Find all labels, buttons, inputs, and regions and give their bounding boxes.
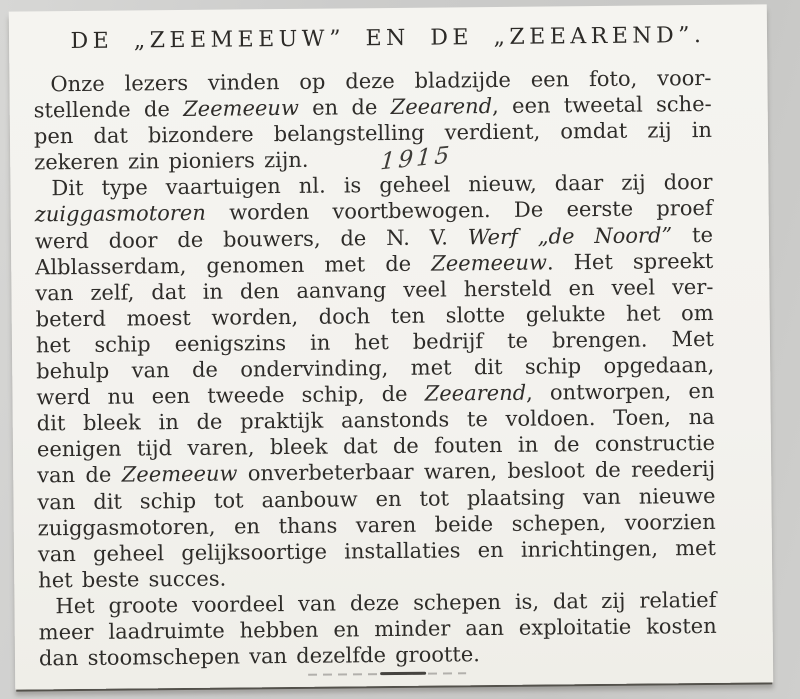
text-run-italic: zuiggasmotoren xyxy=(34,201,206,227)
text-run-italic: Zeearend xyxy=(390,94,493,120)
newspaper-clipping xyxy=(9,4,773,689)
text-run-italic: Zeemeeuw xyxy=(121,461,238,487)
end-of-article-divider xyxy=(308,671,466,677)
text-run: Het groote voordeel van deze schepen is, dat zij relatief xyxy=(55,587,717,619)
text-run: van de xyxy=(37,462,122,488)
text-run-italic: Zeearend xyxy=(424,380,527,406)
text-run: , een tweetal sche- xyxy=(491,92,712,119)
text-line xyxy=(39,639,717,672)
text-run: van zelf, dat in den aanvang veel hersteld en veel ver- xyxy=(35,274,714,306)
text-run: het schip eenigszins in het bedrijf te brengen. Met xyxy=(35,326,715,358)
text-run: worden voortbewogen. De eerste proef xyxy=(205,196,713,226)
text-run: dan stoomschepen van dezelfde grootte. xyxy=(38,642,481,671)
text-run: eenigen tijd varen, bleek dat de fouten in de constructie xyxy=(36,431,716,462)
handwritten-year: 1915 xyxy=(379,142,454,176)
text-run: zuiggasmotoren, en thans varen beide schepen, voorzien xyxy=(37,509,716,540)
text-run: stellende de xyxy=(33,97,184,123)
text-run: zekeren zin pioniers zijn. xyxy=(34,148,309,175)
text-run-italic: Werf „de Noord” xyxy=(467,222,673,249)
text-run: werd door de bouwers, de N. V. xyxy=(34,224,468,253)
text-run: Dit type vaartuigen nl. is geheel nieuw, daar zij door xyxy=(51,170,713,201)
text-run: het beste succes. xyxy=(38,566,227,593)
text-run: Onze lezers vinden op deze bladzijde een foto, voor- xyxy=(50,65,712,97)
text-run: meer laadruimte hebben en minder aan exploitatie kosten xyxy=(38,613,717,645)
text-run: beterd moest worden, doch ten slotte gelukte het om xyxy=(35,300,714,332)
text-run: te xyxy=(672,222,714,247)
article-title: DE „ZEEMEEUW” EN DE „ZEEAREND”. xyxy=(70,22,706,55)
text-run-italic: Zeemeeuw xyxy=(183,95,299,122)
text-run: onverbeterbaar waren, besloot de reederij xyxy=(237,457,716,486)
text-run: van geheel gelijksoortige installaties en inrichtingen, met xyxy=(37,535,717,567)
text-run: behulp van de ondervinding, met dit schip opgedaan, xyxy=(36,352,715,384)
text-run: , ontworpen, en xyxy=(526,379,715,405)
divider-dark-segment xyxy=(380,672,426,675)
text-run: pen dat bizondere belangstelling verdient, omdat zij in xyxy=(33,118,713,149)
text-run: werd nu een tweede schip, de xyxy=(36,381,425,410)
text-run: van dit schip tot aanbouw en tot plaatsing van nieuwe xyxy=(37,483,716,514)
text-run: . Het spreekt xyxy=(546,248,714,275)
text-run-italic: Zeemeeuw xyxy=(431,250,548,276)
text-run: en de xyxy=(298,95,391,120)
text-run: Alblasserdam, genomen met de xyxy=(35,251,432,280)
article-body xyxy=(9,64,773,671)
text-run: dit bleek in de praktijk aanstonds te voldoen. Toen, na xyxy=(36,405,715,436)
